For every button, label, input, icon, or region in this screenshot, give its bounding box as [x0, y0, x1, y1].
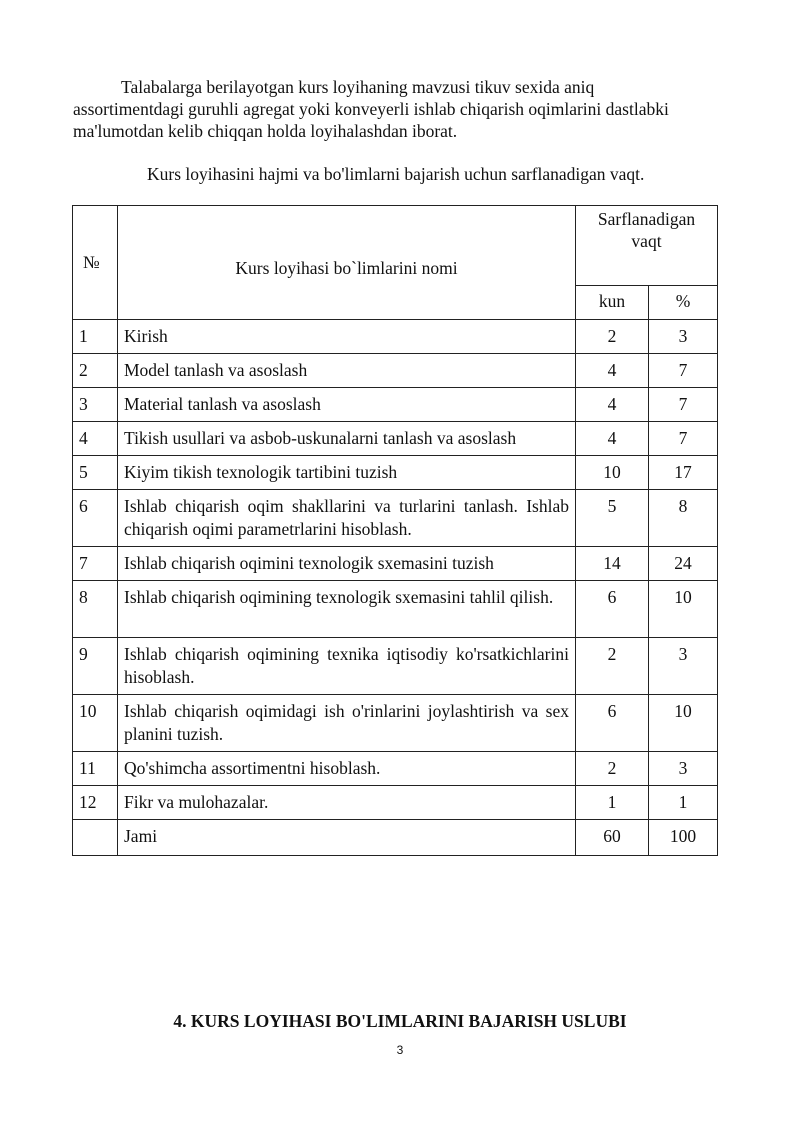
table-row [73, 581, 718, 638]
row-section-name: Ishlab chiqarish oqimining texnologik sxemasini tahlil qilish. [118, 581, 576, 638]
table-total-row [73, 820, 718, 856]
table-row [73, 638, 718, 695]
row-days: 4 [576, 388, 649, 422]
row-number: 4 [73, 422, 118, 456]
row-percent: 24 [649, 547, 718, 581]
total-percent: 100 [649, 820, 718, 856]
row-percent: 3 [649, 752, 718, 786]
row-number: 3 [73, 388, 118, 422]
row-number: 2 [73, 354, 118, 388]
row-percent: 7 [649, 422, 718, 456]
row-number: 1 [73, 320, 118, 354]
row-percent: 3 [649, 320, 718, 354]
row-number: 12 [73, 786, 118, 820]
course-plan-table [72, 205, 718, 856]
row-days: 5 [576, 490, 649, 547]
row-days: 10 [576, 456, 649, 490]
table-row [73, 695, 718, 752]
row-section-name: Tikish usullari va asbob-uskunalarni tanlash va asoslash [118, 422, 576, 456]
row-section-name: Kiyim tikish texnologik tartibini tuzish [118, 456, 576, 490]
intro-line: assortimentdagi guruhli agregat yoki konveyerli ishlab chiqarish oqimlarini dastlabki [73, 99, 669, 119]
row-number: 10 [73, 695, 118, 752]
total-label: Jami [118, 820, 576, 856]
row-days: 6 [576, 695, 649, 752]
row-section-name: Model tanlash va asoslash [118, 354, 576, 388]
total-days: 60 [576, 820, 649, 856]
row-number: 5 [73, 456, 118, 490]
row-section-name: Material tanlash va asoslash [118, 388, 576, 422]
row-section-name: Ishlab chiqarish oqimining texnika iqtisodiy ko'rsatkichlarini hisoblash. [118, 638, 576, 695]
row-days: 2 [576, 320, 649, 354]
row-days: 4 [576, 422, 649, 456]
table-caption: Kurs loyihasini hajmi va bo'limlarni bajarish uchun sarflanadigan vaqt. [147, 164, 645, 184]
section-heading: 4. KURS LOYIHASI BO'LIMLARINI BAJARISH USLUBI [173, 1011, 627, 1031]
row-percent: 10 [649, 695, 718, 752]
header-time-spent: Sarflanadigan vaqt [576, 206, 718, 286]
row-percent: 7 [649, 354, 718, 388]
header-percent: % [649, 286, 718, 320]
table-row [73, 490, 718, 547]
total-number [73, 820, 118, 856]
header-days: kun [576, 286, 649, 320]
table-row [73, 422, 718, 456]
header-number: № [73, 206, 118, 320]
row-percent: 10 [649, 581, 718, 638]
row-section-name: Ishlab chiqarish oqim shakllarini va turlarini tanlash. Ishlab chiqarish oqimi parametrlarini hisoblash. [118, 490, 576, 547]
row-section-name: Ishlab chiqarish oqimini texnologik sxemasini tuzish [118, 547, 576, 581]
intro-line: Talabalarga berilayotgan kurs loyihaning mavzusi tikuv sexida aniq [121, 77, 595, 97]
row-number: 9 [73, 638, 118, 695]
intro-line: ma'lumotdan kelib chiqqan holda loyihalashdan iborat. [73, 121, 458, 141]
row-percent: 8 [649, 490, 718, 547]
table-row [73, 786, 718, 820]
row-number: 8 [73, 581, 118, 638]
row-section-name: Ishlab chiqarish oqimidagi ish o'rinlarini joylashtirish va sex planini tuzish. [118, 695, 576, 752]
page-number: 3 [396, 1043, 404, 1057]
table-row [73, 320, 718, 354]
row-section-name: Qo'shimcha assortimentni hisoblash. [118, 752, 576, 786]
table-row [73, 456, 718, 490]
row-number: 6 [73, 490, 118, 547]
row-days: 14 [576, 547, 649, 581]
row-percent: 3 [649, 638, 718, 695]
row-number: 11 [73, 752, 118, 786]
table-row [73, 388, 718, 422]
row-percent: 7 [649, 388, 718, 422]
row-days: 6 [576, 581, 649, 638]
row-number: 7 [73, 547, 118, 581]
table-header-row [73, 206, 718, 286]
row-days: 4 [576, 354, 649, 388]
row-section-name: Fikr va mulohazalar. [118, 786, 576, 820]
intro-paragraph [73, 76, 721, 142]
row-days: 1 [576, 786, 649, 820]
table-row [73, 547, 718, 581]
header-section-name: Kurs loyihasi bo`limlarini nomi [118, 206, 576, 320]
table-row [73, 752, 718, 786]
row-percent: 1 [649, 786, 718, 820]
row-days: 2 [576, 638, 649, 695]
row-section-name: Kirish [118, 320, 576, 354]
row-days: 2 [576, 752, 649, 786]
row-percent: 17 [649, 456, 718, 490]
table-row [73, 354, 718, 388]
